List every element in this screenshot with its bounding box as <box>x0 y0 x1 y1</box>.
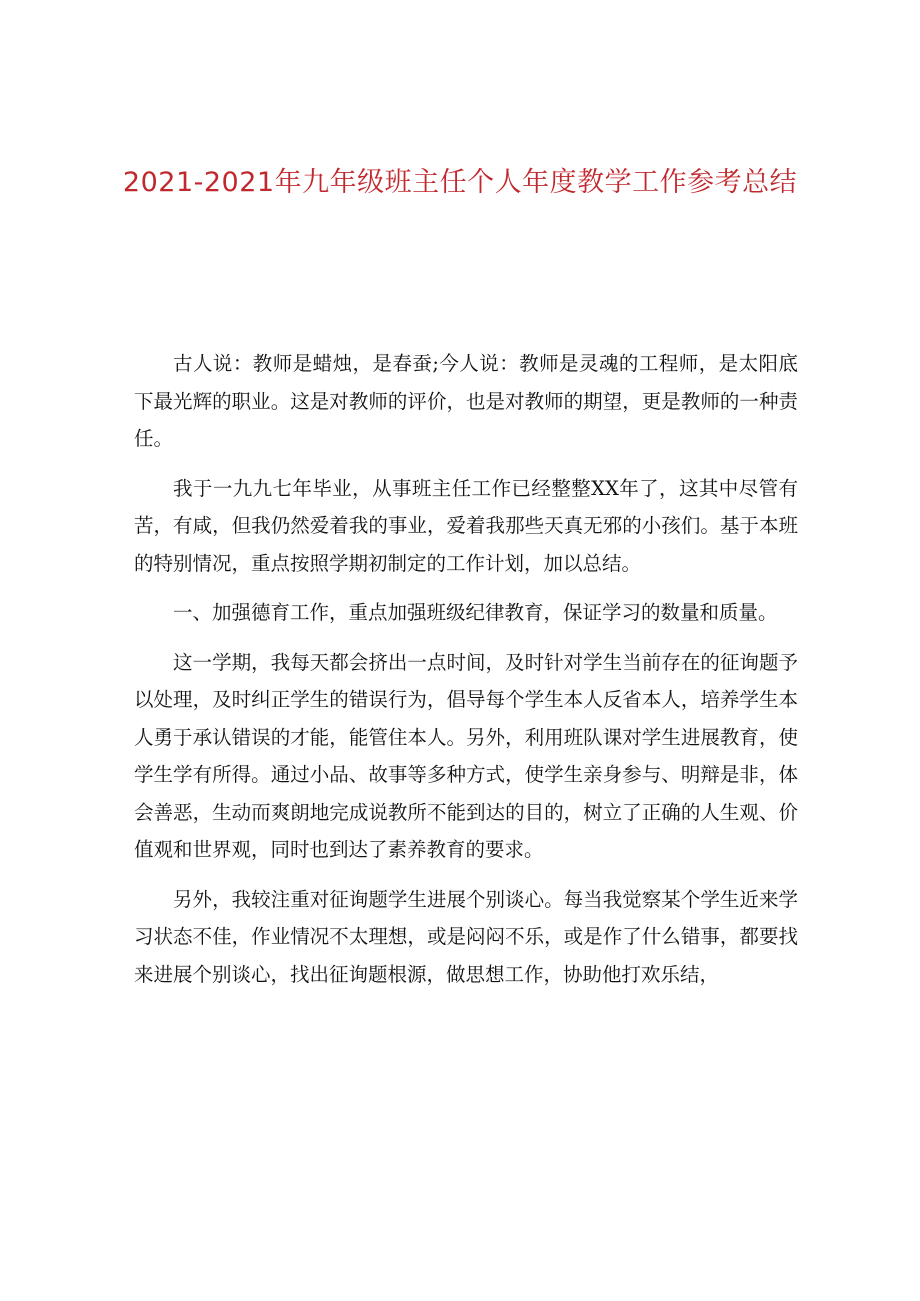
paragraph-5: 另外，我较注重对征询题学生进展个别谈心。每当我觉察某个学生近来学习状态不佳，作业情况不太理想，或是闷闷不乐，或是作了什么错事，都要找来进展个别谈心，找出征询题根源，做思想工作，协助他打欢乐结， <box>134 887 798 986</box>
document-body <box>134 345 798 1005</box>
document-title: 2021-2021年九年级班主任个人年度教学工作参考总结 <box>122 167 798 198</box>
paragraph-3: 一、加强德育工作，重点加强班级纪律教育，保证学习的数量和质量。 <box>173 601 778 624</box>
paragraph-2: 我于一九九七年毕业，从事班主任工作已经整整XX年了，这其中尽管有苦，有咸，但我仍然爱着我的事业，爱着我那些天真无邪的小孩们。基于本班的特别情况，重点按照学期初制定的工作计划，加以总结。 <box>134 476 798 575</box>
paragraph-1: 古人说：教师是蜡烛，是春蚕;今人说：教师是灵魂的工程师，是太阳底下最光辉的职业。这是对教师的评价，也是对教师的期望，更是教师的一种责任。 <box>134 352 798 450</box>
paragraph-4: 这一学期，我每天都会挤出一点时间，及时针对学生当前存在的征询题予以处理，及时纠正学生的错误行为，倡导每个学生本人反省本人，培养学生本人勇于承认错误的才能，能管住本人。另外，利用班队课对学生进展教育，使学生学有所得。通过小品、故事等多种方式，使学生亲身参与、明辩是非，体会善恶，生动而爽朗地完成说教所不能到达的目的，树立了正确的人生观、价值观和世界观，同时也到达了素养教育的要求。 <box>134 650 798 861</box>
